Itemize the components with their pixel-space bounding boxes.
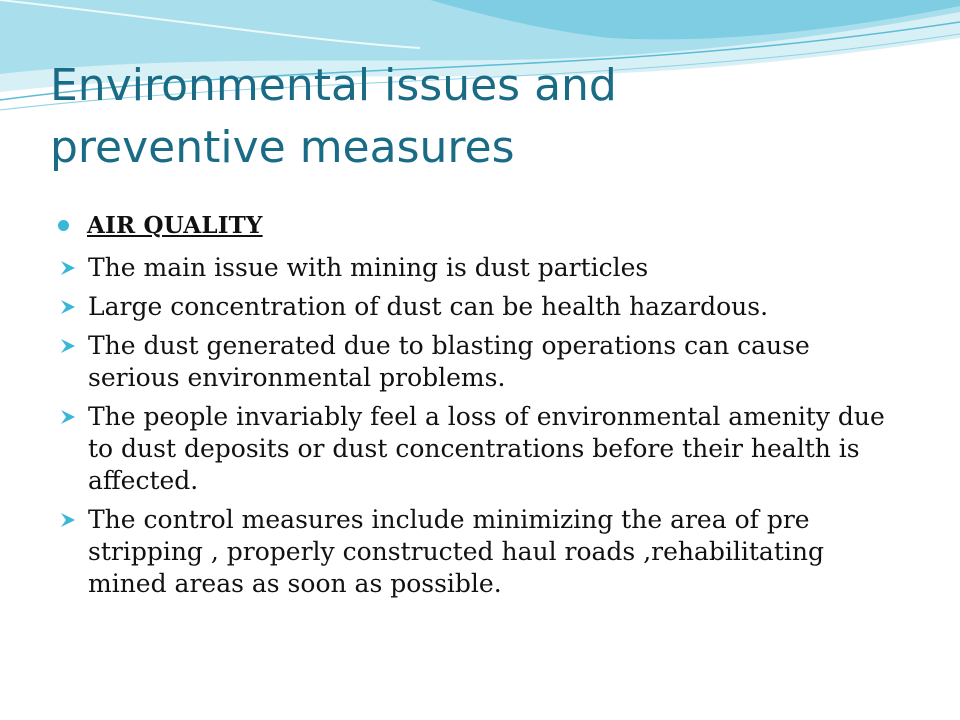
slide-title-line-1: Environmental issues and [50, 60, 617, 111]
arrow-bullet-icon [59, 506, 81, 534]
bullet-item [58, 291, 908, 323]
slide-title-line-2: preventive measures [50, 122, 515, 173]
arrow-bullet-icon [59, 254, 81, 282]
section-heading-row [58, 205, 908, 245]
slide-content [58, 205, 908, 600]
bullet-item [58, 330, 908, 394]
round-dot-icon [58, 220, 69, 231]
bullet-text: The control measures include minimizing the area of pre stripping , properly constructed haul roads ,rehabilitating mined areas as soon as possible. [88, 505, 824, 598]
arrow-bullet-icon [59, 332, 81, 360]
bullet-text: The people invariably feel a loss of environmental amenity due to dust deposits or dust concentrations before their health is affected. [88, 402, 885, 495]
bullet-text: The dust generated due to blasting operations can cause serious environmental problems. [88, 331, 810, 392]
bullet-item [58, 504, 908, 600]
bullet-text: Large concentration of dust can be health hazardous. [88, 292, 769, 321]
arrow-bullet-icon [59, 293, 81, 321]
bullet-item [58, 252, 908, 284]
slide-title [50, 55, 910, 179]
section-heading: AIR QUALITY [87, 211, 263, 239]
bullet-item [58, 401, 908, 497]
bullet-text: The main issue with mining is dust particles [88, 253, 649, 282]
arrow-bullet-icon [59, 403, 81, 431]
